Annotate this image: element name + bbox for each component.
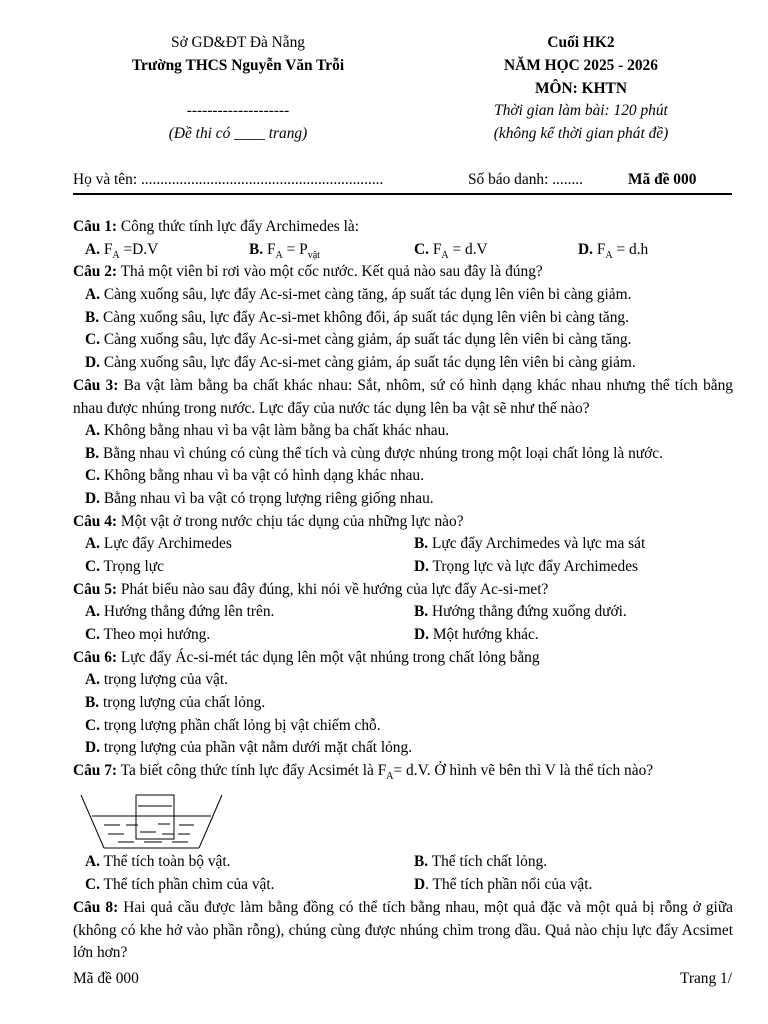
option-6c: C. trọng lượng phần chất lỏng bị vật chiếm chỗ. bbox=[85, 717, 381, 734]
option-1d: D. $F_A = d.h$ bbox=[578, 241, 649, 262]
question-label: Câu 8: bbox=[73, 899, 119, 916]
header-divider bbox=[73, 193, 732, 195]
question-3 bbox=[73, 375, 733, 420]
question-label: Câu 4: bbox=[73, 513, 118, 530]
question-text: Ta biết công thức tính lực đẩy Acsimét là $F_A= d.V$. Ở hình vẽ bên thì V là thể tích nào? bbox=[120, 762, 654, 783]
option-7c: C. Thể tích phần chìm của vật. bbox=[85, 876, 275, 893]
question-text: Lực đẩy Ác-si-mét tác dụng lên một vật nhúng trong chất lỏng bằng bbox=[120, 649, 540, 666]
option-3c: C. Không bằng nhau vì ba vật có hình dạng khác nhau. bbox=[85, 467, 424, 484]
option-1b: B. $F_A = P_{vật}$ bbox=[249, 241, 320, 262]
option-6b: B. trọng lượng của chất lỏng. bbox=[85, 694, 266, 711]
option-2b: B. Càng xuống sâu, lực đẩy Ac-si-met không đổi, áp suất tác dụng lên viên bi càng tăng. bbox=[85, 309, 629, 326]
floating-object-diagram bbox=[78, 792, 228, 852]
option-4c: C. Trọng lực bbox=[85, 558, 164, 575]
option-3d: D. Bằng nhau vì ba vật có trọng lượng riêng giống nhau. bbox=[85, 490, 434, 507]
header-dashes: -------------------- bbox=[186, 102, 290, 119]
option-5b: B. Hướng thẳng đứng xuống dưới. bbox=[414, 603, 627, 620]
exam-term: Cuối HK2 bbox=[547, 34, 615, 51]
question-label: Câu 6: bbox=[73, 649, 118, 666]
question-2 bbox=[73, 261, 733, 284]
pages-note: (Đề thi có ____ trang) bbox=[168, 125, 308, 142]
question-7 bbox=[73, 760, 733, 783]
option-3a: A. Không bằng nhau vì ba vật làm bằng ba chất khác nhau. bbox=[85, 422, 450, 439]
option-6a: A. trọng lượng của vật. bbox=[85, 671, 229, 688]
exam-time: Thời gian làm bài: 120 phút bbox=[494, 102, 668, 119]
option-7b: B. Thể tích chất lỏng. bbox=[414, 853, 548, 870]
department-name: Sở GD&ĐT Đà Nẵng bbox=[171, 34, 305, 51]
question-label: Câu 5: bbox=[73, 581, 118, 598]
time-note: (không kể thời gian phát đề) bbox=[493, 125, 669, 142]
option-5d: D. Một hướng khác. bbox=[414, 626, 539, 643]
option-2a: A. Càng xuống sâu, lực đẩy Ac-si-met càng tăng, áp suất tác dụng lên viên bi càng giảm. bbox=[85, 286, 632, 303]
question-label: Câu 7: bbox=[73, 762, 118, 779]
question-text: Hai quả cầu được làm bằng đồng có thể tích bằng nhau, một quả đặc và một quả bị rỗng ở giữa (không có khe hở vào phần rỗng), chúng cùng được nhúng chìm trong dầu. Quả nào chịu lực đẩy Acsimet lớn hơn? bbox=[73, 899, 733, 962]
question-text: Ba vật làm bằng ba chất khác nhau: Sắt, nhôm, sứ có hình dạng khác nhau nhưng thể tích bằng nhau được nhúng trong nước. Lực đẩy của nước tác dụng lên ba vật sẽ như thế nào? bbox=[73, 377, 733, 417]
option-7a: A. Thể tích toàn bộ vật. bbox=[85, 853, 231, 870]
school-name: Trường THCS Nguyễn Văn Trỗi bbox=[131, 57, 345, 74]
student-name-field: Họ và tên: ............................................................... bbox=[73, 171, 384, 188]
question-4 bbox=[73, 511, 733, 534]
option-1c: C. $F_A = d.V$ bbox=[414, 241, 488, 262]
question-label: Câu 2: bbox=[73, 263, 118, 280]
option-6d: D. trọng lượng của phần vật nằm dưới mặt chất lỏng. bbox=[85, 739, 413, 756]
option-5a: A. Hướng thẳng đứng lên trên. bbox=[85, 603, 275, 620]
option-1a: A. $F_A =D.V$ bbox=[85, 241, 159, 262]
subject: MÔN: KHTN bbox=[535, 80, 627, 97]
question-text: Công thức tính lực đẩy Archimedes là: bbox=[120, 218, 359, 235]
question-text: Một vật ở trong nước chịu tác dụng của những lực nào? bbox=[120, 513, 464, 530]
question-label: Câu 1: bbox=[73, 218, 118, 235]
question-text: Phát biểu nào sau đây đúng, khi nói về hướng của lực đẩy Ac-si-met? bbox=[120, 581, 549, 598]
exam-code: Mã đề 000 bbox=[628, 171, 697, 188]
question-8 bbox=[73, 897, 733, 965]
option-5c: C. Theo mọi hướng. bbox=[85, 626, 211, 643]
page-number: Trang 1/ bbox=[679, 970, 732, 987]
question-label: Câu 3: bbox=[73, 377, 119, 394]
question-text: Thả một viên bi rơi vào một cốc nước. Kết quả nào sau đây là đúng? bbox=[120, 263, 543, 280]
question-6 bbox=[73, 647, 733, 670]
option-4b: B. Lực đẩy Archimedes và lực ma sát bbox=[414, 535, 646, 552]
school-year: NĂM HỌC 2025 - 2026 bbox=[504, 57, 658, 74]
option-2c: C. Càng xuống sâu, lực đẩy Ac-si-met càng giảm, áp suất tác dụng lên viên bi càng tăng. bbox=[85, 331, 632, 348]
footer-exam-code: Mã đề 000 bbox=[73, 970, 139, 987]
question-1 bbox=[73, 216, 733, 239]
candidate-number-field: Số báo danh: ........ bbox=[468, 171, 583, 188]
question-5 bbox=[73, 579, 733, 602]
option-4a: A. Lực đẩy Archimedes bbox=[85, 535, 232, 552]
option-2d: D. Càng xuống sâu, lực đẩy Ac-si-met càng giảm, áp suất tác dụng lên viên bi càng giảm. bbox=[85, 354, 636, 371]
option-3b: B. Bằng nhau vì chúng có cùng thể tích và cùng được nhúng trong một loại chất lỏng là nước. bbox=[85, 445, 663, 462]
option-7d: D. Thể tích phần nổi của vật. bbox=[414, 876, 593, 893]
option-4d: D. Trọng lực và lực đẩy Archimedes bbox=[414, 558, 639, 575]
